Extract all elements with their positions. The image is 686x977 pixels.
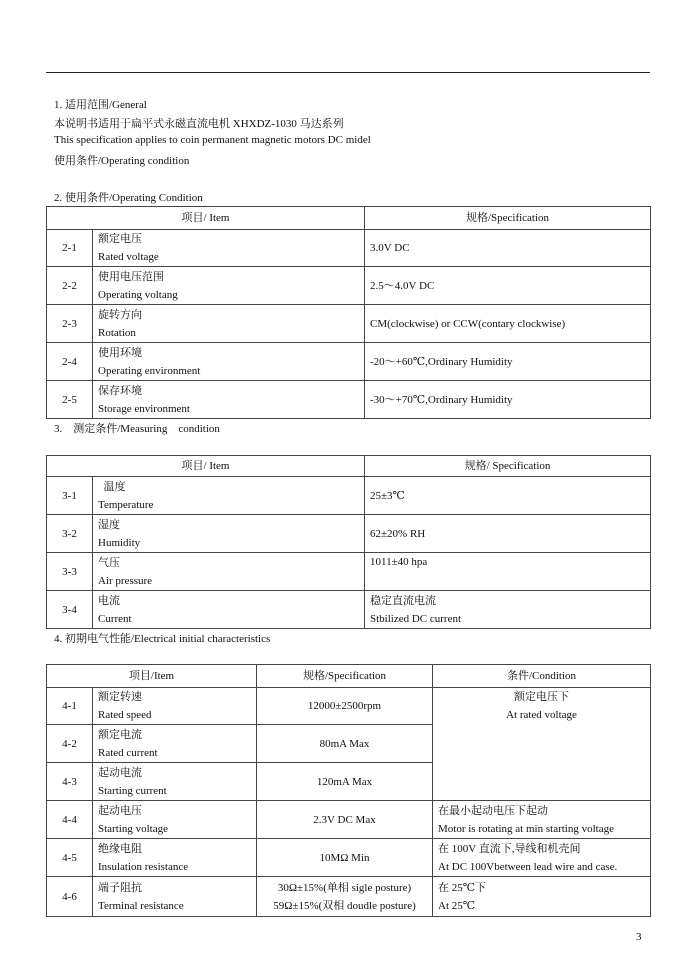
spec-double: 59Ω±15%(双相 doudle posture) [273, 899, 416, 912]
section-2-heading: 2. 使用条件/Operating Condition [54, 192, 203, 204]
item-en: Rated current [98, 746, 158, 759]
measuring-condition-table [46, 455, 651, 629]
item-cn: 湿度 [98, 518, 120, 531]
item-cell [93, 477, 365, 515]
table-row [47, 877, 651, 917]
item-cell [93, 381, 365, 419]
item-cn: 保存环境 [98, 384, 142, 397]
section-4-heading: 4. 初期电气性能/Electrical initial characteristics [54, 633, 271, 645]
table-header-row [47, 456, 651, 477]
spec-cn: 稳定直流电流 [370, 594, 436, 607]
scope-text-cn: 本说明书适用于扁平式永磁直流电机 XHXDZ-1030 马达系列 [54, 118, 344, 130]
row-number: 4-3 [47, 763, 93, 801]
item-cell [93, 230, 365, 267]
row-number: 4-2 [47, 725, 93, 763]
row-number: 2-1 [47, 230, 93, 267]
item-cell [93, 877, 257, 917]
item-cn: 端子阻抗 [98, 881, 142, 894]
item-en: Rated voltage [98, 251, 159, 263]
item-en: Insulation resistance [98, 860, 189, 873]
spec-cell: -30～+70℃,Ordinary Humidity [365, 381, 651, 419]
spec-cell: CM(clockwise) or CCW(contary clockwise) [365, 305, 651, 343]
table-row [47, 381, 651, 419]
item-cn: 额定电压 [98, 233, 142, 245]
item-cell [93, 839, 257, 877]
condition-cn: 额定电压下 [514, 691, 569, 703]
item-en: Current [98, 612, 132, 625]
item-cn: 绝缘电阻 [98, 842, 142, 855]
item-en: Terminal resistance [98, 899, 184, 912]
table-row [47, 230, 651, 267]
header-rule [46, 72, 650, 73]
spec-cell: -20～+60℃,Ordinary Humidity [365, 343, 651, 381]
condition-cell [433, 801, 651, 839]
item-en: Rotation [98, 326, 136, 339]
table-row [47, 477, 651, 515]
header-item: 项目/ Item [47, 456, 365, 477]
operating-condition-table [46, 206, 651, 419]
item-cn: 额定转速 [98, 691, 142, 703]
item-en: Storage environment [98, 402, 190, 415]
item-cn: 温度 [98, 480, 126, 493]
item-cell [93, 343, 365, 381]
spec-cell: 25±3℃ [365, 477, 651, 515]
table-row [47, 305, 651, 343]
spec-cell [365, 591, 651, 629]
item-cell [93, 267, 365, 305]
condition-cn: 在 25℃下 [438, 881, 487, 894]
table-header-row [47, 665, 651, 688]
table-row [47, 553, 651, 591]
item-cn: 旋转方向 [98, 308, 142, 321]
spec-cell: 120mA Max [257, 763, 433, 801]
spec-cell: 80mA Max [257, 725, 433, 763]
condition-cell [433, 877, 651, 917]
electrical-characteristics-table [46, 664, 651, 917]
item-en: Air pressure [98, 574, 153, 587]
header-spec: 规格/Specification [365, 207, 651, 230]
row-number: 2-3 [47, 305, 93, 343]
header-condition: 条件/Condition [433, 665, 651, 688]
spec-cell: 10MΩ Min [257, 839, 433, 877]
item-en: Operating environment [98, 364, 201, 377]
row-number: 3-1 [47, 477, 93, 515]
item-cell [93, 763, 257, 801]
spec-cell: 2.5～4.0V DC [365, 267, 651, 305]
table-row [47, 801, 651, 839]
header-spec: 规格/Specification [257, 665, 433, 688]
header-spec: 规格/ Specification [365, 456, 651, 477]
table-row [47, 267, 651, 305]
section-1-heading: 1. 适用范围/General [54, 99, 147, 111]
item-cn: 起动电流 [98, 766, 142, 779]
condition-cn: 在最小起动电压下起动 [438, 804, 548, 817]
table-header-row [47, 207, 651, 230]
table-row [47, 515, 651, 553]
item-cn: 起动电压 [98, 804, 142, 817]
item-cell [93, 591, 365, 629]
row-number: 4-4 [47, 801, 93, 839]
item-cell [93, 801, 257, 839]
item-en: Operating voltang [98, 288, 178, 301]
item-en: Starting voltage [98, 822, 168, 835]
item-cn: 气压 [98, 556, 120, 569]
item-en: Starting current [98, 784, 167, 797]
item-cell [93, 553, 365, 591]
header-item: 项目/ Item [47, 207, 365, 230]
condition-cell [433, 839, 651, 877]
condition-en: At rated voltage [506, 709, 577, 721]
row-number: 2-5 [47, 381, 93, 419]
item-en: Humidity [98, 536, 141, 549]
spec-cell [257, 877, 433, 917]
spec-cell: 62±20% RH [365, 515, 651, 553]
table-row [47, 591, 651, 629]
item-cell [93, 305, 365, 343]
condition-en: At 25℃ [438, 899, 476, 912]
row-number: 4-5 [47, 839, 93, 877]
table-row [47, 688, 651, 725]
spec-cell: 12000±2500rpm [257, 688, 433, 725]
condition-en: At DC 100Vbetween lead wire and case. [438, 860, 618, 873]
spec-cell: 1011±40 hpa [365, 553, 651, 591]
scope-text-en: This specification applies to coin permanent magnetic motors DC midel [54, 134, 371, 146]
table-row [47, 839, 651, 877]
condition-en: Motor is rotating at min starting voltage [438, 822, 614, 835]
item-cn: 使用环境 [98, 346, 142, 359]
row-number: 4-1 [47, 688, 93, 725]
page-number: 3 [636, 931, 642, 943]
operating-condition-label: 使用条件/Operating condition [54, 155, 190, 167]
section-3-heading: 3. 测定条件/Measuring condition [54, 423, 220, 435]
spec-en: Stbilized DC current [370, 612, 462, 625]
table-row [47, 343, 651, 381]
item-cn: 使用电压范围 [98, 270, 164, 283]
spec-single: 30Ω±15%(单相 sigle posture) [277, 881, 412, 894]
item-cell [93, 515, 365, 553]
row-number: 2-2 [47, 267, 93, 305]
item-en: Temperature [98, 498, 154, 511]
item-cn: 电流 [98, 594, 120, 607]
item-cn: 额定电流 [98, 728, 142, 741]
item-cell [93, 725, 257, 763]
condition-cell-merged [433, 688, 651, 801]
row-number: 3-2 [47, 515, 93, 553]
item-en: Rated speed [98, 709, 152, 721]
header-item: 项目/Item [47, 665, 257, 688]
row-number: 2-4 [47, 343, 93, 381]
row-number: 3-3 [47, 553, 93, 591]
row-number: 3-4 [47, 591, 93, 629]
spec-cell: 2.3V DC Max [257, 801, 433, 839]
item-cell [93, 688, 257, 725]
spec-cell: 3.0V DC [365, 230, 651, 267]
row-number: 4-6 [47, 877, 93, 917]
condition-cn: 在 100V 直流下,导线和机壳间 [438, 842, 581, 855]
